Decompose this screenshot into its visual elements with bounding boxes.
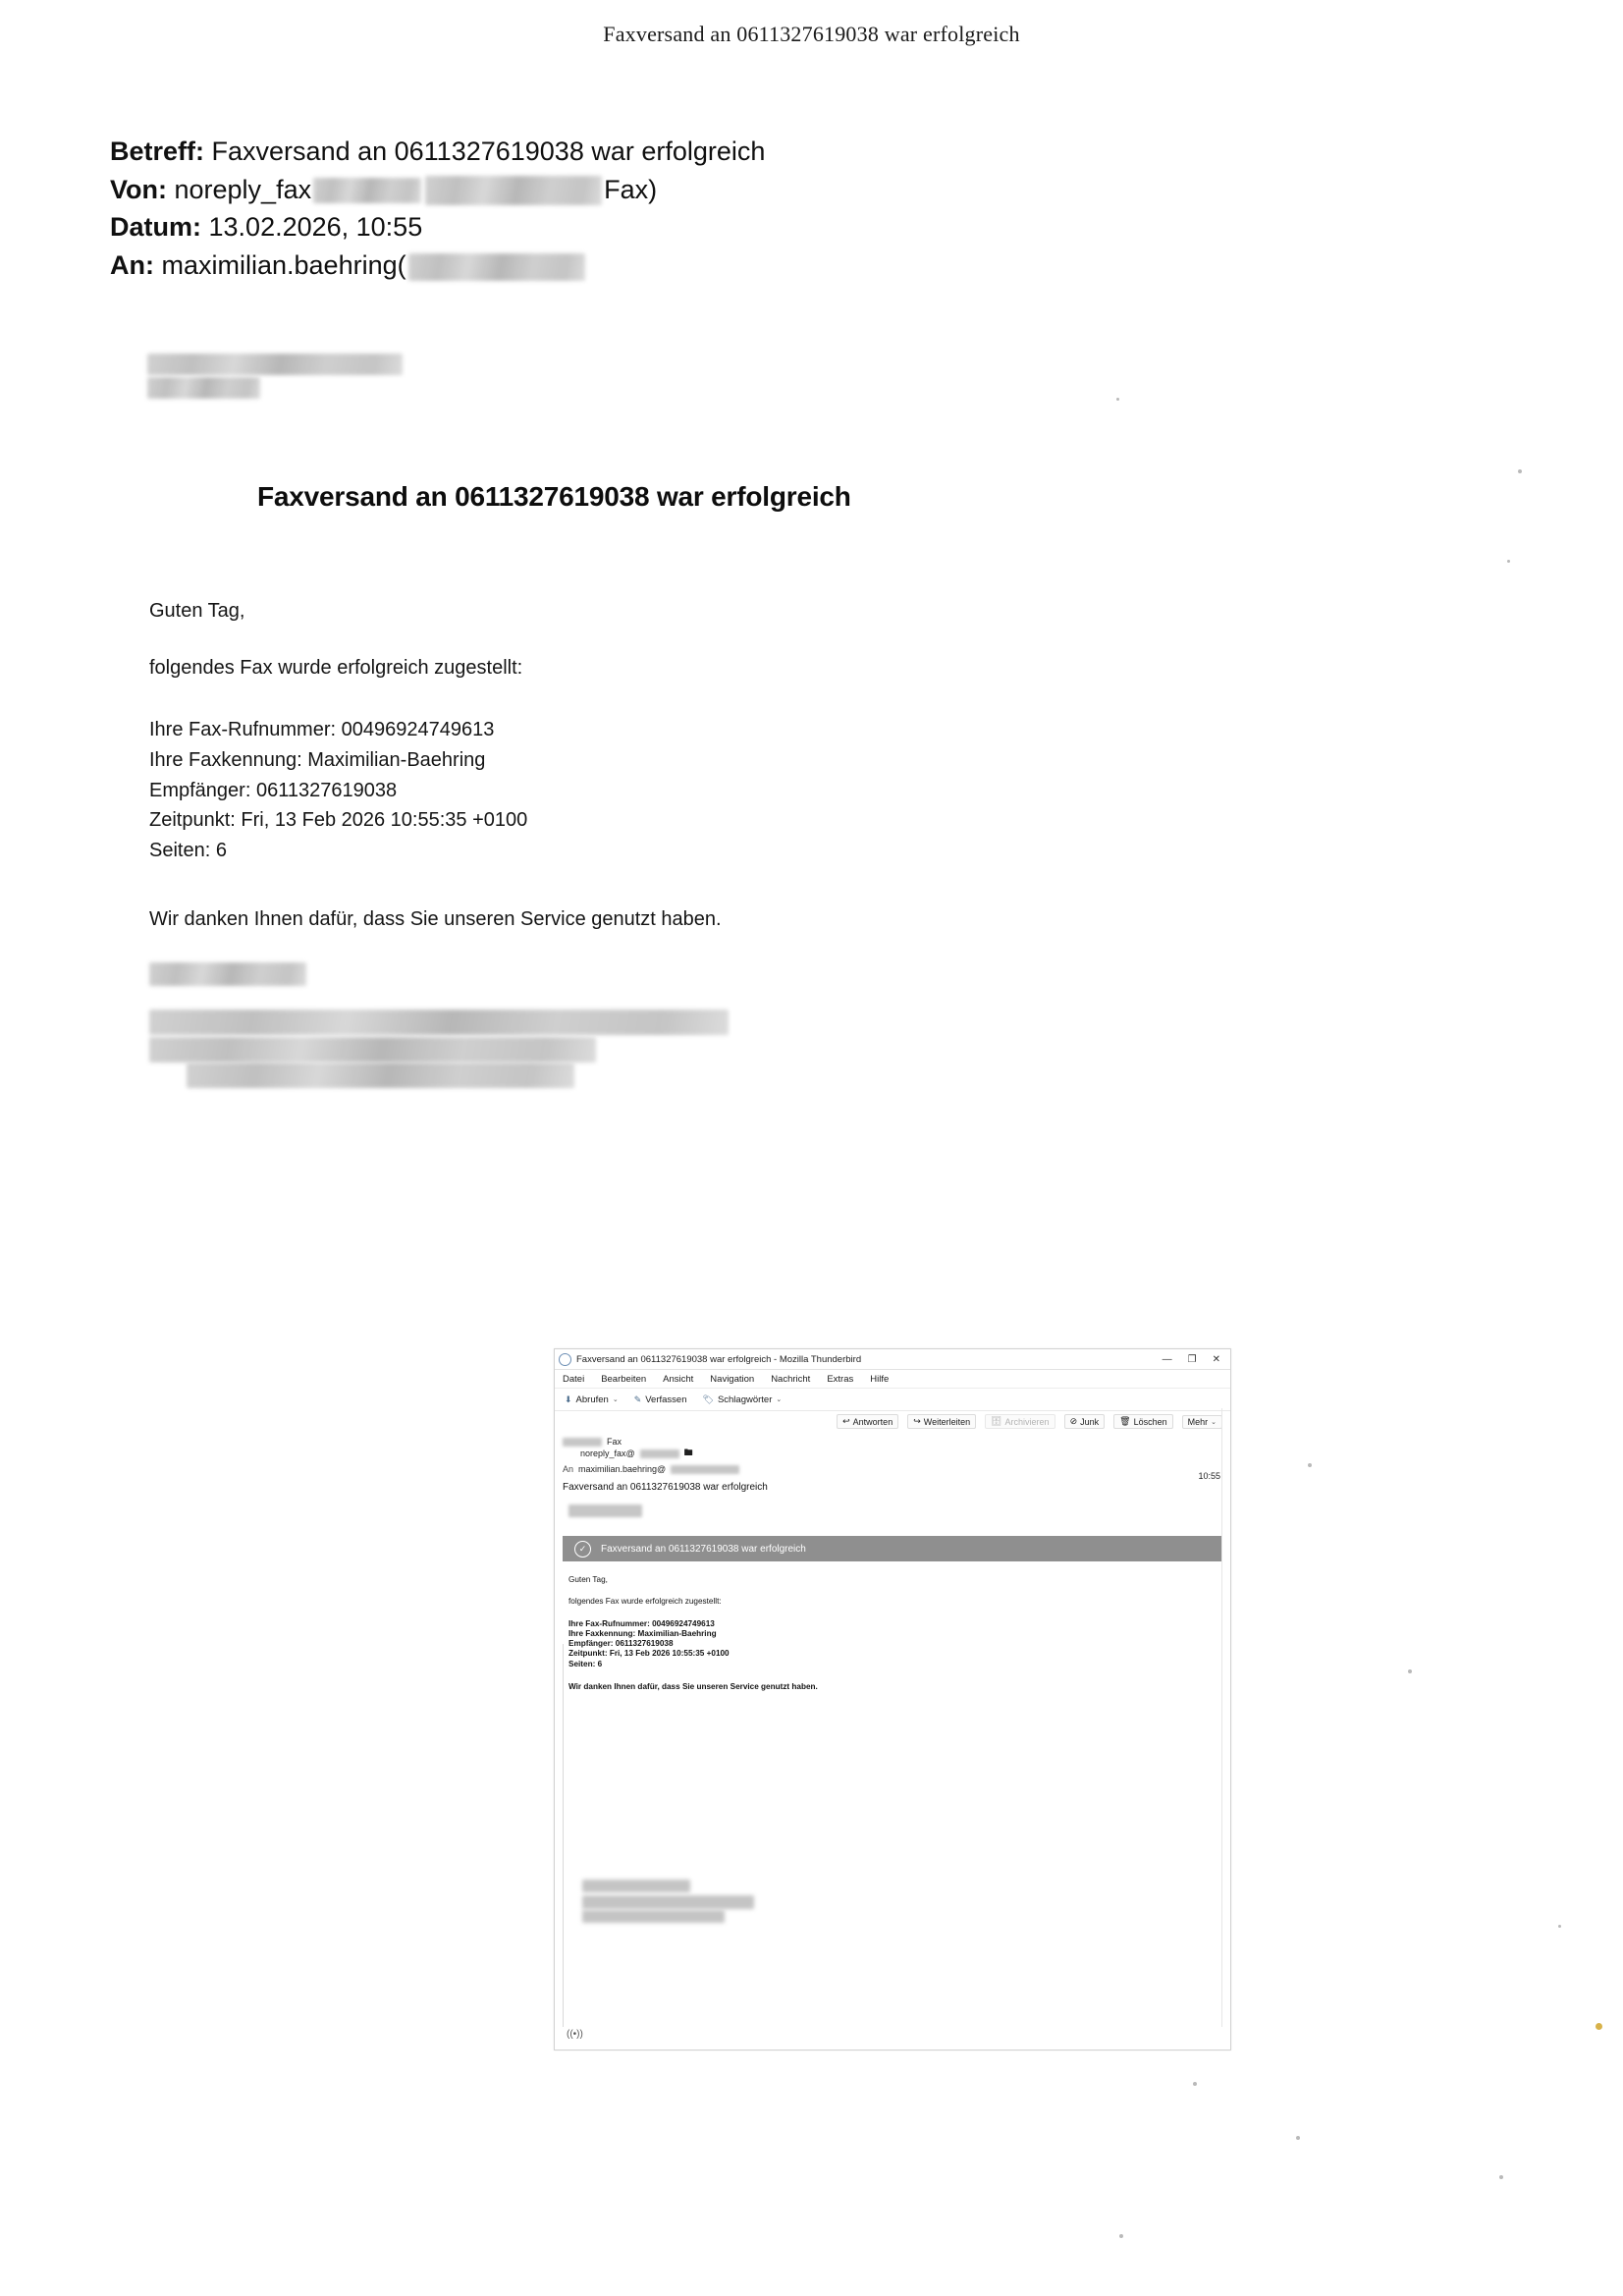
download-icon: ⬇ [565, 1394, 572, 1404]
date-label: Datum: [110, 212, 201, 243]
toolbar-button-abrufen[interactable] [565, 1394, 619, 1405]
action-label: Junk [1080, 1416, 1100, 1427]
detail-line: Zeitpunkt: Fri, 13 Feb 2026 10:55:35 +0100 [568, 1649, 730, 1659]
redaction-block [149, 1010, 729, 1035]
scan-artifact [1518, 469, 1522, 473]
sender-address: noreply_fax@ [580, 1449, 635, 1458]
scan-artifact [1408, 1669, 1412, 1673]
to-value: maximilian.baehring@ [578, 1464, 667, 1474]
scan-artifact [1558, 1925, 1561, 1928]
signal-icon: ((•)) [567, 2029, 583, 2040]
close-icon[interactable]: ✕ [1212, 1353, 1220, 1365]
delete-button[interactable] [1113, 1414, 1172, 1429]
chevron-down-icon[interactable]: ⌄ [1211, 1418, 1217, 1426]
screenshot-titlebar [555, 1349, 1230, 1370]
menu-item-ansicht[interactable]: Ansicht [663, 1373, 694, 1385]
message-body [149, 601, 722, 966]
to-value: maximilian.baehring( [161, 249, 406, 280]
redaction-block [582, 1880, 690, 1892]
detail-line: Empfänger: 0611327619038 [149, 779, 398, 801]
minimize-icon[interactable]: — [1162, 1353, 1172, 1365]
check-circle-icon: ✓ [574, 1541, 591, 1558]
scan-artifact [1308, 1463, 1312, 1467]
menu-item-extras[interactable]: Extras [827, 1373, 854, 1385]
page-print-header: Faxversand an 0611327619038 war erfolgreich [603, 22, 1020, 46]
scan-artifact [1596, 2023, 1602, 2030]
screenshot-message-header [555, 1432, 1230, 1501]
scan-artifact [1507, 560, 1510, 563]
redaction-block [671, 1465, 739, 1474]
detail-line: Zeitpunkt: Fri, 13 Feb 2026 10:55:35 +0100 [149, 809, 528, 832]
message-details [149, 715, 722, 866]
redaction-block [640, 1449, 679, 1458]
trash-icon: 🗑 [1119, 1416, 1131, 1426]
chevron-down-icon[interactable]: ⌄ [612, 1396, 619, 1403]
message-intro: folgendes Fax wurde erfolgreich zugestellt: [149, 657, 523, 679]
redaction-block [149, 1037, 596, 1063]
scan-artifact [1499, 2175, 1503, 2179]
menu-bar [555, 1370, 1230, 1389]
from-value: noreply_fax [174, 174, 312, 204]
junk-button[interactable] [1064, 1414, 1106, 1429]
attachment-icon: 🖿 [683, 1448, 693, 1457]
tool-bar [555, 1389, 1230, 1411]
mail-header-subject [110, 133, 765, 171]
success-banner [563, 1536, 1222, 1561]
redaction-block [568, 1504, 642, 1517]
forward-button[interactable] [907, 1414, 976, 1429]
sender-line [563, 1436, 1222, 1448]
redaction-block [563, 1438, 602, 1447]
compose-icon: ✎ [633, 1394, 642, 1404]
junk-icon: ⊘ [1069, 1416, 1078, 1426]
menu-item-bearbeiten[interactable]: Bearbeiten [601, 1373, 647, 1385]
redaction-block [408, 253, 585, 281]
subject-label: Betreff: [110, 137, 205, 166]
thunderbird-icon [559, 1353, 571, 1366]
redaction-block [147, 377, 260, 399]
action-label: Löschen [1133, 1416, 1167, 1427]
redaction-block [582, 1895, 754, 1909]
recipient-line [563, 1463, 1222, 1475]
from-label: Von: [110, 174, 167, 204]
date-value: 13.02.2026, 10:55 [208, 212, 423, 243]
scan-artifact [1193, 2082, 1197, 2086]
archive-button[interactable] [985, 1414, 1055, 1429]
toolbar-button-schlagwoerter[interactable] [703, 1394, 783, 1405]
divider [1221, 1408, 1222, 2027]
body-details [568, 1619, 1222, 1669]
message-action-bar [555, 1411, 1230, 1432]
detail-line: Ihre Faxkennung: Maximilian-Baehring [568, 1628, 717, 1638]
message-thanks: Wir danken Ihnen dafür, dass Sie unseren Service genutzt haben. [149, 907, 722, 930]
toolbar-label: Verfassen [645, 1394, 687, 1405]
detail-line: Empfänger: 0611327619038 [568, 1639, 674, 1648]
sender-tag: Fax [607, 1437, 622, 1447]
menu-item-nachricht[interactable]: Nachricht [771, 1373, 811, 1385]
screenshot-body [555, 1561, 1230, 1692]
message-title: Faxversand an 0611327619038 war erfolgreich [257, 481, 851, 512]
redaction-block [313, 178, 421, 203]
action-label: Antworten [852, 1416, 893, 1427]
to-label: An [563, 1464, 574, 1474]
action-label: Weiterleiten [923, 1416, 971, 1427]
tag-icon: 🏷 [702, 1394, 714, 1404]
from-suffix: Fax) [604, 174, 658, 204]
redaction-block [147, 354, 403, 375]
subject-line: Faxversand an 0611327619038 war erfolgreich [563, 1482, 768, 1493]
reply-icon: ↩ [842, 1416, 850, 1426]
detail-line: Ihre Fax-Rufnummer: 00496924749613 [568, 1618, 715, 1628]
mail-header-to [110, 246, 765, 285]
detail-line: Ihre Fax-Rufnummer: 00496924749613 [149, 719, 495, 740]
body-intro: folgendes Fax wurde erfolgreich zugestellt: [568, 1597, 722, 1607]
archive-icon: 🗄 [991, 1416, 1002, 1426]
menu-item-hilfe[interactable]: Hilfe [870, 1373, 890, 1385]
reply-button[interactable] [837, 1414, 898, 1429]
action-label: Archivieren [1004, 1416, 1050, 1427]
scan-artifact [1116, 398, 1119, 401]
action-label: Mehr [1187, 1416, 1209, 1427]
detail-line: Seiten: 6 [149, 840, 227, 862]
window-controls [1163, 1354, 1226, 1365]
mail-header-block [110, 133, 765, 284]
forward-icon: ↪ [913, 1416, 921, 1426]
message-time: 10:55 [1198, 1471, 1220, 1481]
to-label: An: [110, 249, 154, 280]
divider [563, 1644, 564, 2027]
redaction-block [149, 962, 306, 986]
detail-line: Seiten: 6 [568, 1659, 603, 1668]
banner-text: Faxversand an 0611327619038 war erfolgreich [601, 1543, 806, 1555]
embedded-screenshot [554, 1348, 1231, 2050]
redaction-block [425, 176, 602, 205]
toolbar-button-verfassen[interactable] [634, 1394, 687, 1405]
message-greeting: Guten Tag, [149, 600, 245, 622]
body-thanks: Wir danken Ihnen dafür, dass Sie unseren Service genutzt haben. [568, 1681, 818, 1691]
detail-line: Ihre Faxkennung: Maximilian-Baehring [149, 748, 486, 771]
scan-artifact [1119, 2234, 1123, 2238]
menu-item-datei[interactable]: Datei [563, 1373, 585, 1385]
chevron-down-icon[interactable]: ⌄ [776, 1396, 783, 1403]
redaction-block [187, 1063, 574, 1088]
redaction-block [582, 1910, 725, 1923]
scan-artifact [1296, 2136, 1300, 2140]
toolbar-label: Abrufen [575, 1394, 609, 1405]
subject-value: Faxversand an 0611327619038 war erfolgreich [211, 137, 766, 166]
mail-header-from [110, 171, 765, 209]
maximize-icon[interactable]: ❐ [1187, 1353, 1197, 1365]
window-title: Faxversand an 0611327619038 war erfolgreich - Mozilla Thunderbird [576, 1353, 862, 1365]
sender-address-line [563, 1448, 1222, 1459]
mail-header-date [110, 208, 765, 246]
menu-item-navigation[interactable]: Navigation [710, 1373, 755, 1385]
body-greeting: Guten Tag, [568, 1575, 608, 1584]
toolbar-label: Schlagwörter [717, 1394, 773, 1405]
more-button[interactable] [1182, 1415, 1222, 1429]
